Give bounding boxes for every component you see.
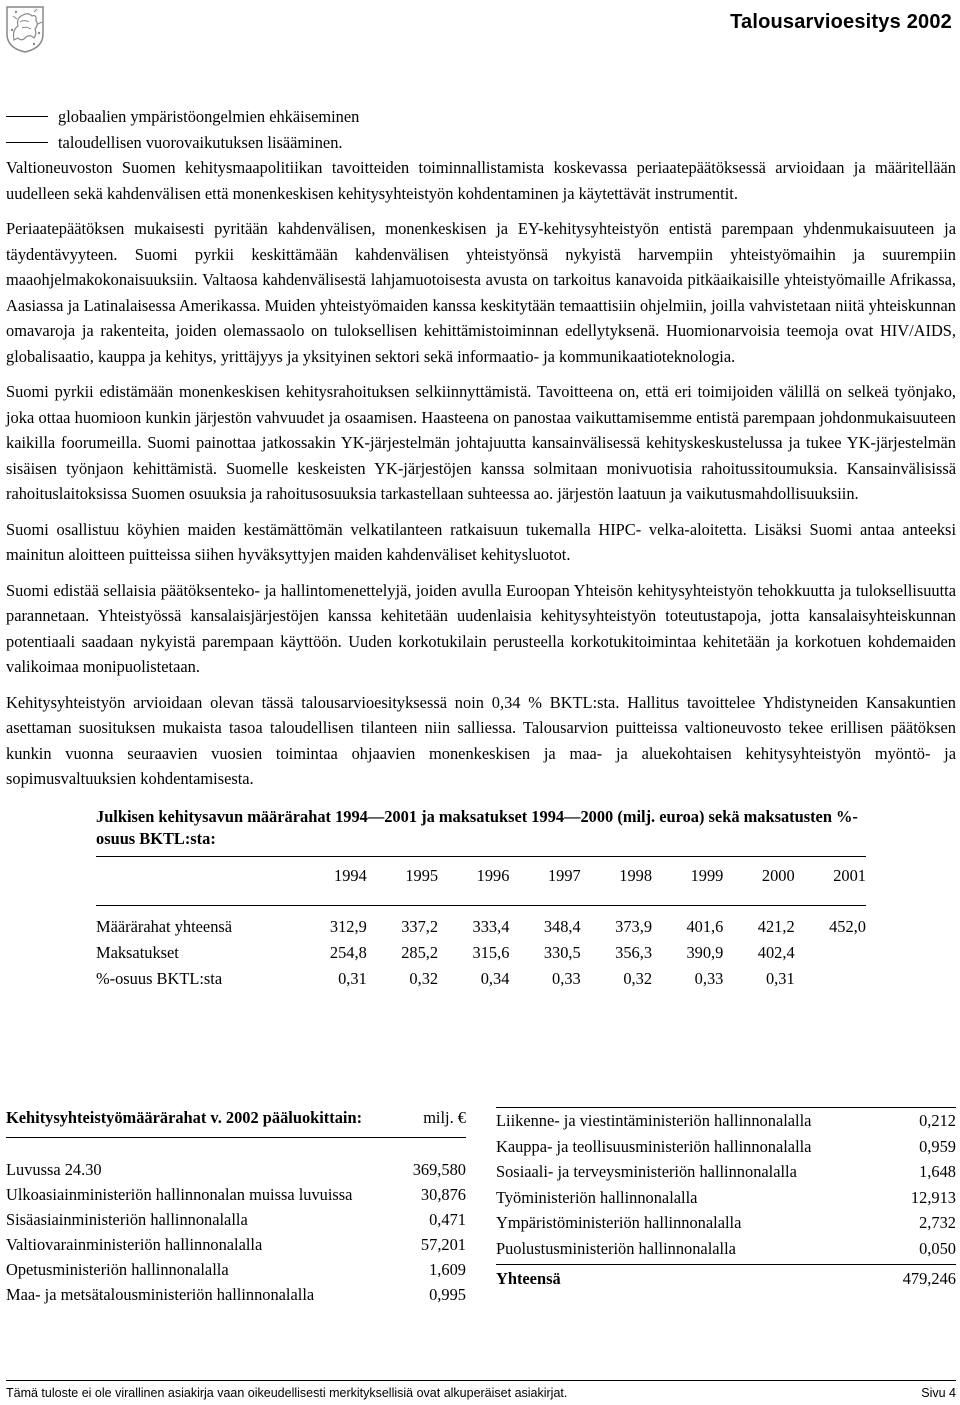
- row-label: Ympäristöministeriön hallinnonalalla: [496, 1213, 742, 1232]
- paragraph: Suomi edistää sellaisia päätöksenteko- ja hallintomenettelyjä, joiden avulla Euroopan Yhteisön kehitysyhteistyön tehokkuutta ja tuloksellisuutta parannetaan. Yhteistyössä kansalaisjärjestöjen kanssa kehitetään uudenlaisia kehitysyhteistyön toteutustapoja, jotta kansalaisyhteiskunnan potentiaali saadaan nykyistä parempaan käyttöön. Uuden korkotukilain perusteella korkotukitoimintaa kehitetään ja korkotuen kohdemaiden valikoimaa monipuolistetaan.: [6, 580, 956, 676]
- row-value: 369,580: [412, 1160, 466, 1179]
- row-label: %-osuus BKTL:sta: [96, 968, 223, 988]
- row-label: Työministeriön hallinnonalalla: [496, 1187, 698, 1207]
- table-cell: 0,34: [480, 968, 510, 988]
- appropriations-table-right: [496, 1107, 956, 1292]
- table-row: [96, 940, 866, 966]
- table-row: [6, 1183, 466, 1206]
- year-header: 1997: [547, 865, 581, 885]
- row-label: Maksatukset: [96, 942, 179, 962]
- table-cell: 401,6: [686, 916, 724, 936]
- list-item: [6, 104, 956, 130]
- year-header: 1994: [334, 865, 367, 885]
- table-cell: 0,31: [338, 968, 367, 988]
- dash-bullet: [6, 116, 48, 117]
- footer-disclaimer: Tämä tuloste ei ole virallinen asiakirja vaan oikeudellisesti merkityksellisiä ovat alkuperäiset asiakirjat.: [6, 1386, 568, 1400]
- table-row: [496, 1185, 956, 1211]
- total-row: [496, 1264, 956, 1292]
- row-label: Valtiovarainministeriön hallinnonalalla: [6, 1235, 263, 1254]
- table-cell: 373,9: [615, 916, 653, 936]
- table-row: [96, 966, 866, 992]
- table-cell: 421,2: [757, 916, 795, 936]
- row-label: Maa- ja metsätalousministeriön hallinnonalalla: [6, 1285, 315, 1304]
- row-label: Liikenne- ja viestintäministeriön hallinnonalalla: [496, 1111, 812, 1130]
- table-title: Kehitysyhteistyömäärärahat v. 2002 pääluokittain:: [6, 1108, 363, 1127]
- row-label: Sisäasiainministeriön hallinnonalalla: [6, 1210, 248, 1229]
- paragraph: Valtioneuvoston Suomen kehitysmaapolitiikan tavoitteiden toiminnallistamista koskevassa periaatepäätöksessä arvioidaan ja määritellään uudelleen sekä kahdenvälisen että monenkeskisen kehitysyhteistyön kohdentaminen ja käytettävät instrumentit.: [6, 158, 956, 203]
- row-label: Puolustusministeriön hallinnonalalla: [496, 1238, 736, 1258]
- table-row: [496, 1236, 956, 1262]
- paragraph: Kehitysyhteistyön arvioidaan olevan tässä talousarvioesityksessä noin 0,34 % BKTL:sta. Hallitus tavoittelee Yhdistyneiden Kansakuntien asettaman suosituksen mukaista tasoa taloudellisen tilanteen niin salliessa. Talousarvion puitteissa valtioneuvosto tekee erillisen päätöksen kunkin vuonna seuraavien vuosien toimintaa ohjaavien monenkeskisen ja maa- ja aluekohtaisen kehitysyhteistyön myöntö- ja sopimusvaltuuksien kohdentamisesta.: [6, 692, 956, 788]
- row-label: Sosiaali- ja terveysministeriön hallinnonalalla: [496, 1162, 797, 1181]
- table-cell: 0,32: [623, 968, 653, 988]
- row-value: 0,995: [429, 1285, 466, 1304]
- table-row: [496, 1108, 956, 1134]
- table-cell: 0,33: [694, 968, 724, 988]
- row-value: 1,609: [429, 1260, 466, 1279]
- table-cell: 312,9: [329, 916, 367, 936]
- table-row: [6, 1208, 466, 1231]
- table-row: [496, 1159, 956, 1185]
- table-title: Julkisen kehitysavun määrärahat 1994—2001 ja maksatukset 1994—2000 (milj. euroa) sekä maksatusten %-osuus BKTL:sta:: [96, 806, 858, 848]
- row-value: 57,201: [420, 1235, 466, 1254]
- table-row: [6, 1233, 466, 1256]
- table-header-spacer: [96, 863, 295, 891]
- year-header: 1998: [619, 865, 653, 885]
- row-value: 0,471: [429, 1210, 466, 1229]
- row-value: 2,732: [919, 1213, 956, 1232]
- total-label: Yhteensä: [496, 1269, 561, 1288]
- table-cell: 356,3: [615, 942, 653, 962]
- unit-label: milj. €: [423, 1108, 466, 1127]
- table-cell: 0,33: [552, 968, 581, 988]
- row-label: Ulkoasiainministeriön hallinnonalan muissa luvuissa: [6, 1185, 353, 1204]
- table-row: [96, 914, 866, 940]
- list-item: [6, 130, 956, 156]
- appropriations-section: [6, 1107, 956, 1359]
- row-value: 0,212: [919, 1111, 956, 1130]
- year-header: 2001: [833, 865, 866, 885]
- row-value: 0,050: [919, 1238, 956, 1258]
- table-cell: 315,6: [472, 942, 510, 962]
- development-aid-table: [96, 806, 866, 992]
- appropriations-table-left: [6, 1107, 466, 1306]
- table-row: [6, 1158, 466, 1181]
- year-header: 1999: [690, 865, 724, 885]
- row-value: 12,913: [910, 1187, 956, 1207]
- table-row: [6, 1283, 466, 1306]
- row-value: 0,959: [919, 1136, 956, 1156]
- document-title: Talousarvioesitys 2002: [730, 11, 952, 33]
- row-label: Kauppa- ja teollisuusministeriön hallinnonalalla: [496, 1136, 812, 1156]
- row-label: Opetusministeriön hallinnonalalla: [6, 1260, 229, 1279]
- table-cell: 0,31: [765, 968, 795, 988]
- table-cell: 348,4: [543, 916, 581, 936]
- dash-bullet: [6, 142, 48, 143]
- table-cell: 452,0: [829, 916, 866, 936]
- list-item-text: taloudellisen vuorovaikutuksen lisääminen.: [58, 132, 343, 152]
- paragraph: Suomi osallistuu köyhien maiden kestämättömän velkatilanteen ratkaisuun tukemalla HIPC- velka-aloitetta. Lisäksi Suomi antaa anteeksi mainitun aloitteen puitteissa siihen hyväksyttyjen maiden kahdenväliset kehitysluotot.: [6, 519, 956, 564]
- table-cell: 285,2: [401, 942, 439, 962]
- table-row: [6, 1258, 466, 1281]
- document-body: [6, 104, 956, 992]
- page-number: Sivu 4: [921, 1386, 956, 1400]
- table-cell: 402,4: [757, 942, 795, 962]
- list-item-text: globaalien ympäristöongelmien ehkäiseminen: [58, 107, 360, 126]
- table-cell: 390,9: [686, 942, 724, 962]
- year-header: 1995: [405, 865, 439, 885]
- table-cell: 0,32: [409, 968, 439, 988]
- row-label: Luvussa 24.30: [6, 1160, 102, 1179]
- paragraph: Suomi pyrkii edistämään monenkeskisen kehitysrahoituksen selkiinnyttämistä. Tavoitteena on, että eri toimijoiden välillä on selkeä työnjako, joka ottaa huomioon kunkin järjestön vahvuudet ja osaamisen. Haasteena on panostaa vaikuttamisemme entistä parempaan johdonmukaisuuteen kaikilla foorumeilla. Suomi painottaa jatkossakin YK-järjestelmän johtajuutta kansainvälisessä kehityskeskustelussa ja tukee YK-järjestelmän sisäisen työnjaon kehittämistä. Suomelle keskeisten YK-järjestöjen kanssa solmitaan monivuotisia rahoitussitoumuksia. Kansainvälisissä rahoituslaitoksissa Suomen osuuksia ja rahoitusosuuksia tarkastellaan suhteessa ao. järjestön laatuun ja vaikutusmahdollisuuksiin.: [6, 382, 956, 503]
- table-divider: [96, 905, 866, 914]
- table-row: [496, 1134, 956, 1160]
- lion-coat-of-arms-icon: [4, 4, 46, 54]
- table-header: [6, 1107, 466, 1129]
- total-value: 479,246: [902, 1269, 956, 1288]
- table-cell: 333,4: [472, 916, 510, 936]
- row-label: Määrärahat yhteensä: [96, 916, 233, 936]
- page-footer: [6, 1380, 956, 1401]
- row-value: 30,876: [420, 1185, 466, 1204]
- table-row: [496, 1210, 956, 1236]
- table-header-row: [96, 856, 866, 891]
- table-cell: 337,2: [401, 916, 439, 936]
- table-cell: 330,5: [543, 942, 581, 962]
- row-value: 1,648: [919, 1162, 956, 1181]
- year-header: 1996: [476, 865, 510, 885]
- table-cell: 254,8: [329, 942, 367, 962]
- paragraph: Periaatepäätöksen mukaisesti pyritään kahdenvälisen, monenkeskisen ja EY-kehitysyhteistyön entistä parempaan yhdenmukaisuuteen ja täydentävyyteen. Suomi pyrkii keskittämään kahdenvälisen yhteistyönsä nykyistä harvempiin yhteistyömaihin ja suurempiin maaohjelmakokonaisuuksiin. Valtaosa kahdenvälisestä lahjamuotoisesta avusta on tarkoitus kanavoida pitkäaikaisille yhteistyömaille Afrikassa, Aasiassa ja Latinalaisessa Amerikassa. Muiden yhteistyömaiden kanssa keskitytään temaattisiin ohjelmiin, joilla vahvistetaan niitä yhteiskunnan omavaroja ja rakenteita, joiden olemassaolo on tuloksellisen kehittämistoiminnan edellytyksenä. Huomionarvoisia teemoja ovat HIV/AIDS, globalisaatio, kauppa ja kehitys, yrittäjyys ja yksityinen sektori sekä informaatio- ja kommunikaatioteknologia.: [6, 219, 956, 366]
- year-header: 2000: [761, 865, 795, 885]
